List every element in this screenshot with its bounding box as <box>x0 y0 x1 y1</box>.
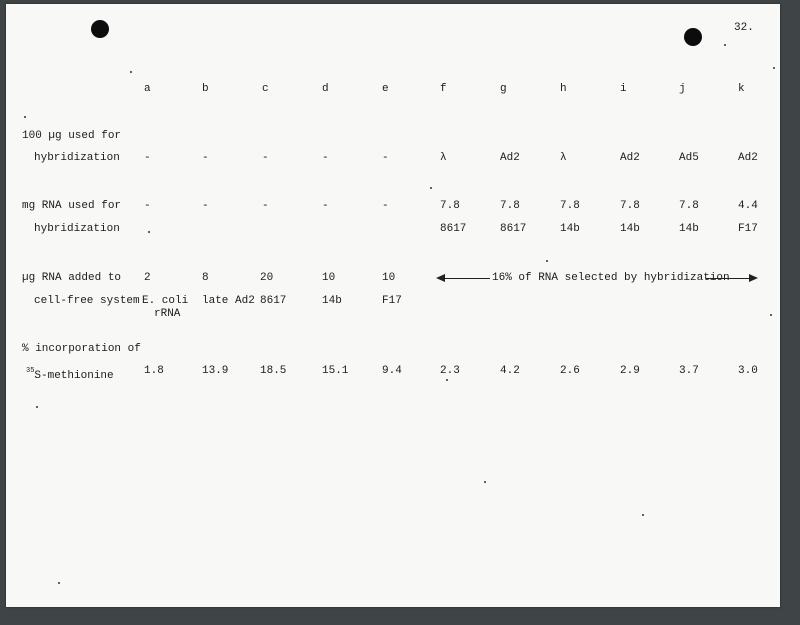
document-page <box>6 4 780 607</box>
column-header: h <box>560 83 567 95</box>
paper-speck <box>770 314 772 316</box>
cell: 2.9 <box>620 365 640 377</box>
column-header: b <box>202 83 209 95</box>
paper-speck <box>24 116 26 118</box>
cell: - <box>262 200 269 212</box>
paper-speck <box>484 481 486 483</box>
cell: 15.1 <box>322 365 349 377</box>
cell: 7.8 <box>500 200 520 212</box>
row-label-incorporation: % incorporation of <box>22 343 141 355</box>
cell: - <box>382 152 389 164</box>
arrow-line-left <box>444 278 490 279</box>
cell: 1.8 <box>144 365 164 377</box>
cell: F17 <box>738 223 758 235</box>
cell: - <box>202 152 209 164</box>
cell: 3.7 <box>679 365 699 377</box>
punch-hole-left <box>91 20 109 38</box>
cell: - <box>144 152 151 164</box>
column-header: a <box>144 83 151 95</box>
paper-speck <box>642 514 644 516</box>
cell: 9.4 <box>382 365 402 377</box>
row-label-ug-rna: µg RNA added to <box>22 272 122 284</box>
punch-hole-right <box>684 28 702 46</box>
paper-speck <box>130 71 132 73</box>
row-label-mg-rna-2: hybridization <box>34 223 120 235</box>
cell: - <box>144 200 151 212</box>
cell: rRNA <box>154 308 181 320</box>
cell: 13.9 <box>202 365 229 377</box>
cell: late Ad2 <box>202 295 255 307</box>
cell: 4.2 <box>500 365 520 377</box>
cell: 7.8 <box>440 200 460 212</box>
row-label-probe-2: hybridization <box>34 152 120 164</box>
column-header: e <box>382 83 389 95</box>
cell: - <box>202 200 209 212</box>
cell: 4.4 <box>738 200 758 212</box>
cell: 14b <box>679 223 699 235</box>
methionine-label: S-methionine <box>34 370 114 382</box>
cell: 2 <box>144 272 151 284</box>
cell: 7.8 <box>620 200 640 212</box>
cell: - <box>322 152 329 164</box>
paper-speck <box>148 231 150 233</box>
cell: 8 <box>202 272 209 284</box>
paper-speck <box>430 187 432 189</box>
cell: 2.6 <box>560 365 580 377</box>
cell: - <box>262 152 269 164</box>
cell: 20 <box>260 272 274 284</box>
cell: Ad5 <box>679 152 699 164</box>
column-header: i <box>620 83 627 95</box>
paper-speck <box>773 67 775 69</box>
column-header: c <box>262 83 269 95</box>
cell: 7.8 <box>679 200 699 212</box>
cell: Ad2 <box>500 152 520 164</box>
cell: Ad2 <box>620 152 640 164</box>
cell: 7.8 <box>560 200 580 212</box>
arrow-right-head <box>749 274 758 282</box>
paper-speck <box>724 44 726 46</box>
arrow-line-right <box>706 278 750 279</box>
cell: 14b <box>620 223 640 235</box>
cell: 8617 <box>440 223 467 235</box>
cell: - <box>382 200 389 212</box>
cell: 14b <box>560 223 580 235</box>
arrow-caption: 16% of RNA selected by hybridization <box>492 272 730 284</box>
row-label-ug-rna-2: cell-free system <box>34 295 140 307</box>
cell: 3.0 <box>738 365 758 377</box>
paper-speck <box>546 260 548 262</box>
row-label-mg-rna: mg RNA used for <box>22 200 122 212</box>
cell: 18.5 <box>260 365 287 377</box>
column-header: g <box>500 83 507 95</box>
cell: F17 <box>382 295 402 307</box>
cell: E. coli <box>142 295 189 307</box>
page-number: 32. <box>734 22 754 34</box>
column-header: f <box>440 83 447 95</box>
cell: 8617 <box>500 223 527 235</box>
cell: λ <box>560 152 567 164</box>
paper-speck <box>446 379 448 381</box>
column-header: k <box>738 83 745 95</box>
cell: 14b <box>322 295 342 307</box>
cell: λ <box>440 152 447 164</box>
cell: 2.3 <box>440 365 460 377</box>
cell: Ad2 <box>738 152 758 164</box>
row-label-incorporation-2 <box>26 365 114 383</box>
isotope-superscript: 35 <box>26 367 35 375</box>
column-header: d <box>322 83 329 95</box>
paper-speck <box>58 582 60 584</box>
cell: 10 <box>322 272 336 284</box>
cell: 8617 <box>260 295 287 307</box>
cell: 10 <box>382 272 396 284</box>
column-header: j <box>679 83 686 95</box>
row-label-probe: 100 µg used for <box>22 130 122 142</box>
paper-speck <box>36 406 38 408</box>
cell: - <box>322 200 329 212</box>
